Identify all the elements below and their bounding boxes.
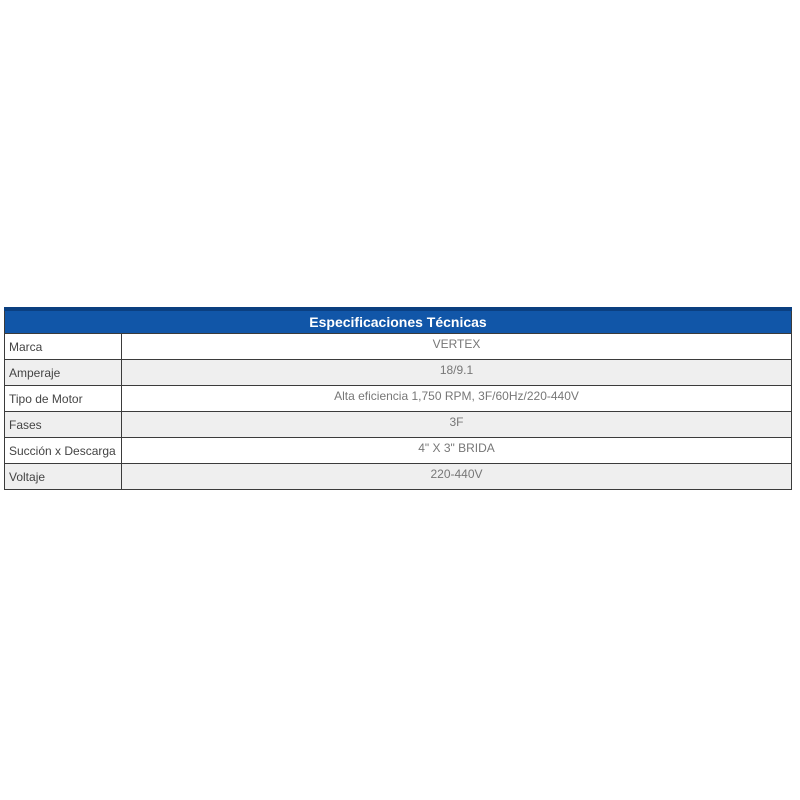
row-value: 18/9.1 [122,360,792,386]
row-value: Alta eficiencia 1,750 RPM, 3F/60Hz/220-440V [122,386,792,412]
specifications-table [4,307,792,490]
row-value: 4" X 3" BRIDA [122,438,792,464]
row-value: 220-440V [122,464,792,490]
table-title: Especificaciones Técnicas [5,309,792,334]
row-value: 3F [122,412,792,438]
table-row [5,464,792,490]
row-label: Fases [5,412,122,438]
row-label: Amperaje [5,360,122,386]
table-row [5,334,792,360]
table-header-row [5,309,792,334]
row-label: Marca [5,334,122,360]
table-row [5,412,792,438]
row-label: Tipo de Motor [5,386,122,412]
row-label: Voltaje [5,464,122,490]
table-row [5,438,792,464]
row-value: VERTEX [122,334,792,360]
table-row [5,386,792,412]
table-row [5,360,792,386]
row-label: Succión x Descarga [5,438,122,464]
